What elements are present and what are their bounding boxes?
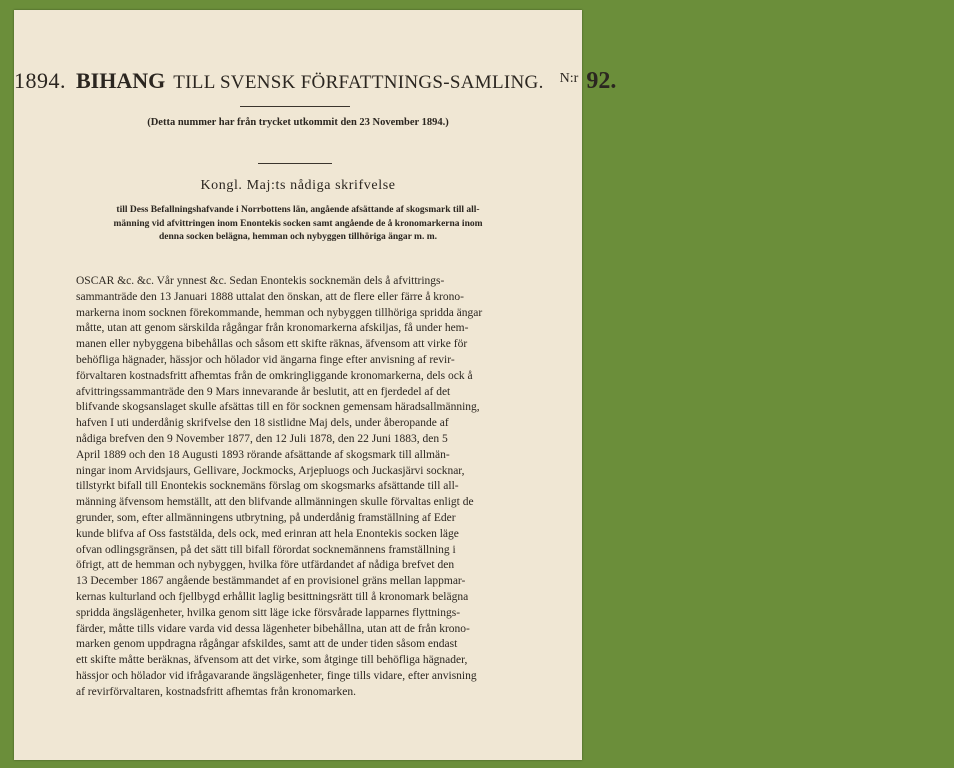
body-line: tillstyrkt bifall till Enontekis socknemäns förslag om skogsmarks afsättande till all- [76, 480, 459, 493]
subtitle-line: till Dess Befallningshafvande i Norrbottens län, angående afsättande af skogsmark till all- [116, 205, 480, 215]
body-line: öfrigt, att de hemman och nybyggen, hvilka före utfärdandet af nådiga brefvet den [76, 559, 455, 572]
body-line: marken genom uppdragna rågångar afskildes, samt att de under tiden såsom endast [76, 638, 458, 651]
body-line: April 1889 och den 18 Augusti 1893 rörande afsättande af skogsmark till allmän- [76, 448, 450, 461]
body-line: hafven I uti underdånig skrifvelse den 18 sistlidne Maj dels, under åberopande af [76, 417, 449, 430]
body-line: ningar inom Arvidsjaurs, Gellivare, Jockmocks, Arjepluogs och Juckasjärvi socknar, [76, 464, 465, 477]
body-line: färder, måtte tills vidare varda vid dessa lägenheter bibehållna, utan att de från krono- [76, 622, 470, 635]
header-divider [240, 106, 350, 107]
document-title: Kongl. Maj:ts nådiga skrifvelse [200, 178, 396, 193]
body-line: männing äfvensom hemställt, att den blifvande allmänningen skulle förvaltas enligt de [76, 496, 474, 509]
body-line: nådiga brefven den 9 November 1877, den 12 Juli 1878, den 22 Juni 1883, den 5 [76, 432, 448, 445]
section-divider [258, 163, 332, 164]
body-line: sammanträde den 13 Januari 1888 uttalat den önskan, att de flere eller färre å krono- [76, 290, 464, 303]
body-line: hässjor och hölador vid ifrågavarande ängslägenheter, finge tills vidare, efter anvisning [76, 669, 477, 682]
header-number-label: N:r [559, 71, 579, 86]
header-number: 92. [586, 68, 617, 94]
body-line: markerna inom socknen förekommande, hemman och nybyggen tillhöriga spridda ängar [76, 306, 483, 319]
body-line: OSCAR &c. &c. Vår ynnest &c. Sedan Enontekis socknemän dels å afvittrings- [76, 275, 445, 287]
body-line: måtte, utan att genom särskilda rågångar från kronomarkerna afskiljas, få under hem- [76, 322, 469, 335]
body-line: manen eller nybyggena bibehållas och såsom ett skifte räknas, äfvensom att virke för [76, 338, 468, 351]
body-line: kunde blifva af Oss faststälda, dels ock, med erinran att hela Enontekis socken läge [76, 527, 459, 540]
header-year: 1894. [14, 68, 66, 93]
document-body [76, 274, 548, 701]
document-subtitle [72, 204, 524, 245]
body-line: behöfliga hägnader, hässjor och hölador vid ängarna finge efter anvisning af revir- [76, 353, 455, 366]
header-collection-name: TILL SVENSK FÖRFATTNINGS-SAMLING. [173, 72, 544, 93]
document-page [14, 10, 617, 760]
body-line: kernas kulturland och fjellbygd erhållit laglig besittningsrätt till å kronomark belägna [76, 590, 469, 603]
body-line: förvaltaren kostnadsfritt afhemtas från de omkringliggande kronomarkerna, dels ock å [76, 369, 473, 382]
subtitle-line: denna socken belägna, hemman och nybyggen tillhöriga ängar m. m. [159, 232, 437, 242]
publication-header [14, 68, 617, 95]
subtitle-line: männing vid afvittringen inom Enontekis socken samt angående de å kronomarkerna inom [113, 218, 483, 229]
body-line: grunder, som, efter allmänningens utbrytning, på underdånig framställning af Eder [76, 511, 456, 524]
body-line: ett skifte måtte beräknas, äfvensom att det virke, som åtginge till behöfliga hägnader, [76, 654, 468, 667]
body-line: blifvande skogsanslaget skulle afsättas till en för socknen gemensam häradsallmänning, [76, 401, 480, 414]
body-line: 13 December 1867 angående bestämmandet af en provisionel gräns mellan lappmar- [76, 575, 466, 588]
issued-note: (Detta nummer har från trycket utkommit den 23 November 1894.) [147, 117, 449, 128]
body-line: af revirförvaltaren, kostnadsfritt afhemtas från kronomarken. [76, 685, 357, 698]
header-bihang: BIHANG [76, 68, 166, 93]
body-line: ofvan odlingsgränsen, på det sätt till bifall förordat socknemännens framställning i [76, 543, 456, 556]
body-line: afvittringssammanträde den 9 Mars innevarande år beslutit, att en fjerdedel af det [76, 385, 451, 398]
body-line: spridda ängslägenheter, hvilka genom sitt läge icke försvårade lapparnes flyttnings- [76, 606, 461, 619]
